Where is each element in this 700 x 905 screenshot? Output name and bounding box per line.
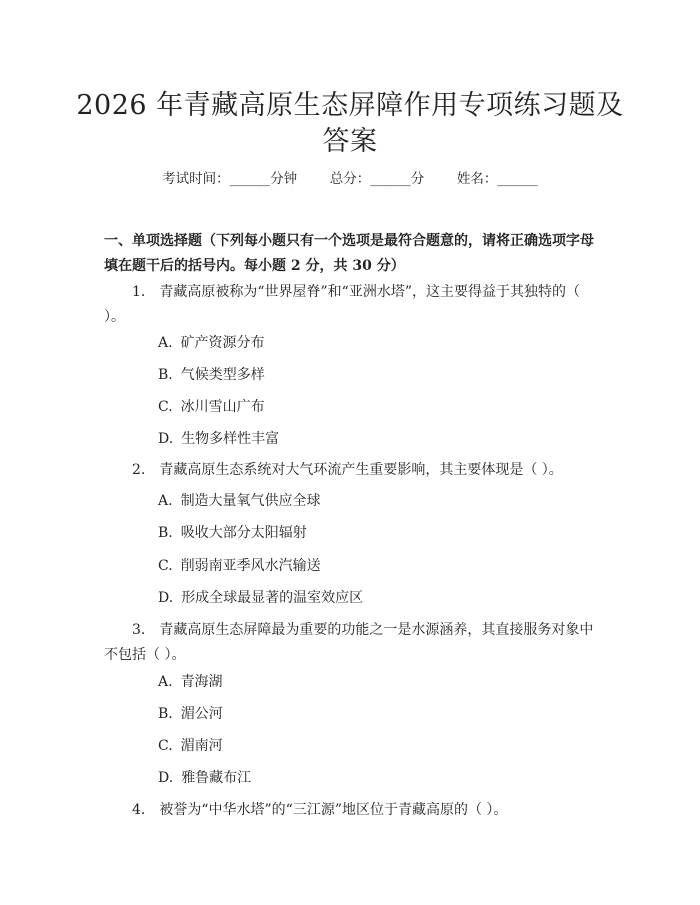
question-3	[104, 618, 604, 668]
question-1-option-c	[158, 397, 265, 417]
question-text: 青藏高原被称为“世界屋脊”和“亚洲水塔”，这主要得益于其独特的（ ）。	[104, 284, 580, 325]
option-text: 湄公河	[180, 706, 223, 722]
option-text: 湄南河	[180, 738, 223, 754]
option-text: 矿产资源分布	[180, 335, 265, 351]
exam-name: 姓名：______	[456, 171, 538, 187]
question-number: 4.	[132, 802, 146, 818]
option-text: 制造大量氧气供应全球	[180, 493, 321, 509]
option-letter: B.	[158, 525, 173, 541]
section-heading: 一、单项选择题（下列每小题只有一个选项是最符合题意的，请将正确选项字母填在题干后的括号内。每小题 2 分，共 30 分）	[104, 233, 594, 274]
question-text: 青藏高原生态系统对大气环流产生重要影响，其主要体现是（ ）。	[159, 462, 563, 478]
option-text: 青海湖	[180, 674, 223, 690]
option-text: 生物多样性丰富	[181, 431, 280, 447]
option-text: 削弱南亚季风水汽输送	[180, 558, 321, 574]
question-text: 青藏高原生态屏障最为重要的功能之一是水源涵养，其直接服务对象中不包括（ ）。	[104, 622, 594, 663]
question-3-option-a	[158, 672, 223, 692]
option-letter: D.	[158, 770, 174, 786]
option-letter: B.	[158, 706, 173, 722]
question-2-option-c	[158, 556, 321, 576]
exam-score: 总分：______分	[329, 171, 425, 187]
exam-meta	[0, 170, 700, 188]
question-text: 被誉为“中华水塔”的“三江源”地区位于青藏高原的（ ）。	[159, 802, 508, 818]
option-letter: B.	[158, 367, 173, 383]
option-letter: C.	[158, 738, 173, 754]
question-1	[104, 280, 604, 330]
option-letter: D.	[158, 431, 174, 447]
question-2-option-d	[158, 588, 363, 608]
question-1-option-d	[158, 429, 279, 449]
document-title-line-2: 答案	[322, 126, 378, 157]
question-number: 3.	[132, 622, 146, 638]
question-1-option-a	[158, 333, 265, 353]
question-number: 1.	[132, 284, 146, 300]
option-letter: A.	[158, 674, 173, 690]
option-letter: D.	[158, 590, 174, 606]
question-2	[104, 458, 604, 483]
option-text: 气候类型多样	[180, 367, 265, 383]
option-letter: A.	[158, 493, 173, 509]
option-letter: C.	[158, 399, 173, 415]
question-3-option-b	[158, 704, 223, 724]
document-title-line-1: 2026 年青藏高原生态屏障作用专项练习题及	[76, 90, 624, 121]
option-letter: C.	[158, 558, 173, 574]
question-3-option-d	[158, 768, 251, 788]
option-letter: A.	[158, 335, 173, 351]
option-text: 吸收大部分太阳辐射	[180, 525, 307, 541]
option-text: 雅鲁藏布江	[181, 770, 252, 786]
question-4	[104, 798, 604, 823]
question-2-option-b	[158, 523, 307, 543]
option-text: 形成全球最显著的温室效应区	[181, 590, 364, 606]
question-number: 2.	[132, 462, 146, 478]
exam-time: 考试时间：______分钟	[162, 171, 298, 187]
question-2-option-a	[158, 491, 321, 511]
question-1-option-b	[158, 365, 265, 385]
question-3-option-c	[158, 736, 223, 756]
option-text: 冰川雪山广布	[180, 399, 265, 415]
